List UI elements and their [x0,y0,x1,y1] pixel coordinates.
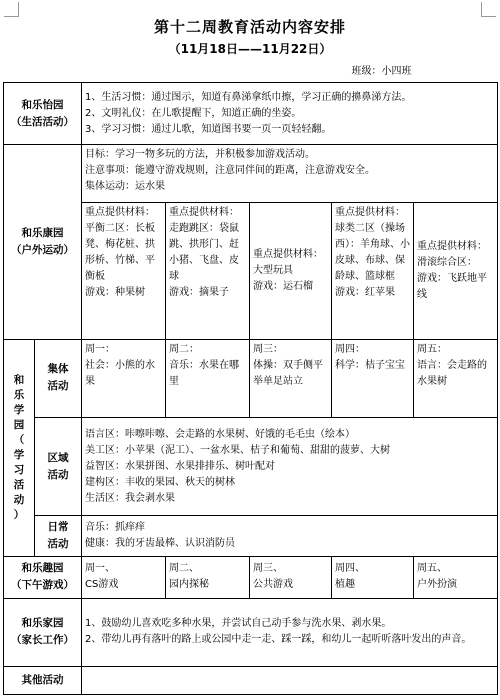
life-item: 2、文明礼仪：在儿歌提醒下，知道正确的坐姿。 [85,107,302,119]
outdoor-note: 注意事项：能遵守游戏规则，注意同伴间的距离，注意游戏安全。 [85,165,375,177]
class-label: 班级： [351,66,382,77]
outdoor-label: 和乐康园 （户外运动） [4,145,82,340]
life-item: 1、生活习惯：通过图示，知道有鼻涕拿纸巾擦，学习正确的擤鼻涕方法。 [85,91,412,103]
home-content [82,598,498,666]
outdoor-zone: 重点提供材料：大型玩具 游戏：运石榴 [250,203,332,339]
home-item: 2、带幼儿再有落叶的路上或公园中走一走、踩一踩，和幼儿一起听听落叶发出的声音。 [85,634,472,646]
outdoor-zone: 重点提供材料：走跑跳区：袋鼠跳、拱形门、赶小猪、飞盘、皮球 游戏：摘果子 [166,203,250,339]
life-label: 和乐怡园 （生活活动） [4,83,82,145]
afternoon-day: 周三、 公共游戏 [250,556,332,598]
afternoon-day: 周五、 户外扮演 [414,556,498,598]
area-item: 益智区：水果拼图、水果排排乐、树叶配对 [85,460,275,472]
afternoon-day: 周一、 CS游戏 [82,556,166,598]
study-area-row [4,418,498,516]
page-corner-mark-right [481,2,496,17]
schedule-table [3,62,498,695]
page-subtitle: （11月18日——11月22日） [168,42,332,56]
outdoor-zone: 重点提供材料：平衡二区：长板凳、梅花桩、拱形桥、竹梯、平衡板 游戏：种果树 [82,203,166,339]
life-content [82,83,498,145]
page-corner-mark-left [4,2,19,17]
outdoor-zone: 重点提供材料：球类二区（操场西）：羊角球、小皮球、布球、保龄球、篮球框 游戏：红苹果 [332,203,414,339]
study-label: 和 乐 学 园 （ 学 习 活 动 ） [4,339,35,556]
afternoon-day: 周二、 园内探秘 [166,556,250,598]
collective-day: 周四： 科学：桔子宝宝 [332,339,414,417]
area-label: 区域 活动 [35,418,82,516]
home-item: 1、鼓励幼儿喜欢吃多种水果，并尝试自己动手参与洗水果、剥水果。 [85,618,392,630]
class-row [4,62,498,83]
area-item: 语言区：咔嚓咔嚓、会走路的水果树、好饿的毛毛虫（绘本） [85,428,355,440]
afternoon-day: 周四、 植趣 [332,556,414,598]
afternoon-row [4,556,498,598]
outdoor-zone: 重点提供材料：滑滚综合区： 游戏：飞跃地平线 [414,203,498,339]
study-collective-row [4,339,498,417]
area-item: 美工区：小苹果（泥工）、一盆水果、桔子和葡萄、甜甜的菠萝、大树 [85,444,390,456]
daily-item: 音乐：抓痒痒 [85,521,145,533]
outdoor-goal: 目标：学习一物多玩的方法，并积极参加游戏活动。 [85,149,315,161]
other-label: 其他活动 [4,666,82,694]
daily-content [82,516,498,556]
life-item: 3、学习习惯：通过儿歌，知道图书要一页一页轻轻翻。 [85,123,332,135]
collective-day: 周二： 音乐：水果在哪里 [166,339,250,417]
collective-day: 周五： 语言：会走路的水果树 [414,339,498,417]
class-value: 小四班 [381,66,412,77]
area-content [82,418,498,516]
daily-item: 健康：我的牙齿最棒、认识消防员 [85,537,235,549]
afternoon-label: 和乐趣园 （下午游戏） [4,556,82,598]
area-item: 生活区：我会剥水果 [85,492,175,504]
home-label: 和乐家园 （家长工作） [4,598,82,666]
other-content [82,666,498,694]
outdoor-group: 集体运动：运水果 [85,181,165,193]
outdoor-intro-row [4,145,498,203]
page-title: 第十二周教育活动内容安排 [153,18,346,36]
outdoor-intro [82,145,498,203]
daily-label: 日常 活动 [35,516,82,556]
study-daily-row [4,516,498,556]
life-row [4,83,498,145]
collective-day: 周一： 社会：小熊的水果 [82,339,166,417]
collective-day: 周三： 体操：双手侧平举单足站立 [250,339,332,417]
area-item: 建构区：丰收的果园、秋天的树林 [85,476,235,488]
home-row [4,598,498,666]
collective-label: 集体 活动 [35,339,82,417]
other-row [4,666,498,694]
